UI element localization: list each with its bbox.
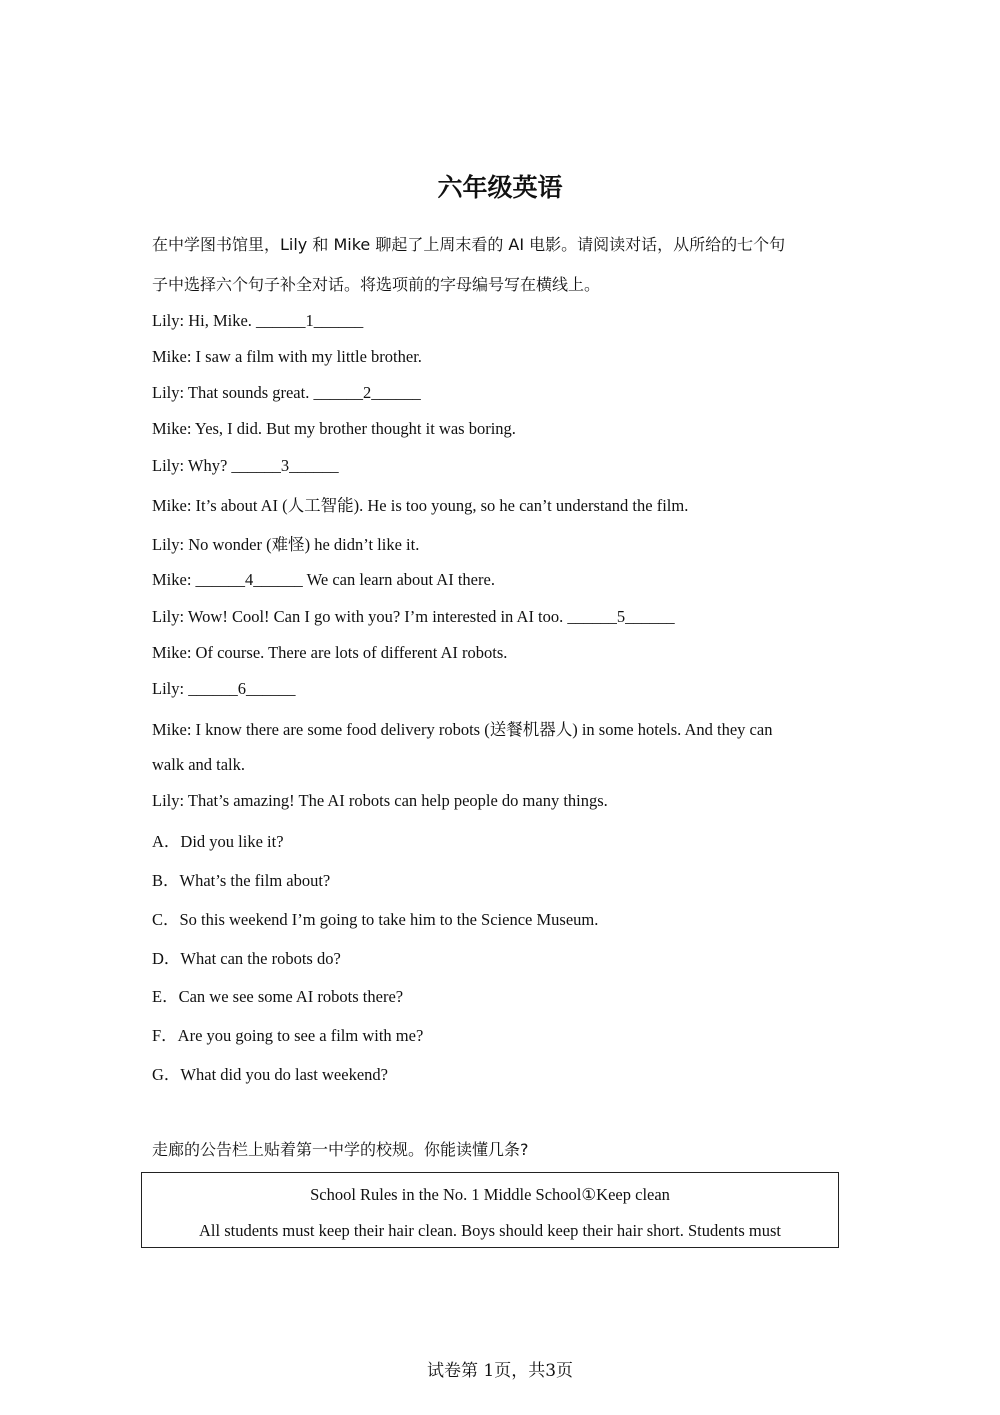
- dialogue-line: Mike: ______4______ We can learn about AI there.: [152, 570, 495, 589]
- dialogue-line: Mike: Yes, I did. But my brother thought it was boring.: [152, 419, 516, 438]
- option-c: C．So this weekend I’m going to take him to the Science Museum.: [152, 910, 599, 929]
- dialogue-line: Mike: It’s about AI (人工智能). He is too young, so he can’t understand the film.: [152, 496, 689, 515]
- dialogue-line: walk and talk.: [152, 755, 246, 774]
- dialogue-line: Mike: I know there are some food delivery robots (送餐机器人) in some hotels. And they can: [152, 720, 773, 739]
- dialogue-line: Lily: Wow! Cool! Can I go with you? I’m interested in AI too. ______5______: [152, 607, 675, 626]
- instruction-line-2: 子中选择六个句子补全对话。将选项前的字母编号写在横线上。: [152, 275, 601, 294]
- dialogue-line: Mike: I saw a film with my little brother.: [152, 347, 422, 366]
- option-a: A．Did you like it?: [152, 832, 284, 851]
- option-e: E．Can we see some AI robots there?: [152, 987, 404, 1006]
- dialogue-line: Lily: That’s amazing! The AI robots can help people do many things.: [152, 791, 608, 810]
- dialogue-line: Lily: Hi, Mike. ______1______: [152, 311, 364, 330]
- dialogue-line: Lily: No wonder (难怪) he didn’t like it.: [152, 535, 420, 554]
- option-b: B．What’s the film about?: [152, 871, 331, 890]
- school-rules-text: All students must keep their hair clean. Boys should keep their hair short. Students must: [199, 1221, 781, 1240]
- school-rules-box: [141, 1172, 839, 1248]
- dialogue-line: Lily: Why? ______3______: [152, 456, 339, 475]
- school-rules-title: School Rules in the No. 1 Middle School①Keep clean: [310, 1185, 670, 1204]
- option-d: D．What can the robots do?: [152, 949, 341, 968]
- dialogue-line: Lily: ______6______: [152, 679, 296, 698]
- page-title: 六年级英语: [437, 173, 563, 202]
- section2-intro: 走廊的公告栏上贴着第一中学的校规。你能读懂几条?: [152, 1140, 529, 1159]
- option-f: F．Are you going to see a film with me?: [152, 1026, 424, 1045]
- page-footer: 试卷第 1页，共3页: [426, 1361, 574, 1381]
- dialogue-line: Lily: That sounds great. ______2______: [152, 383, 421, 402]
- instruction-line-1: 在中学图书馆里，Lily 和 Mike 聊起了上周末看的 AI 电影。请阅读对话，从所给的七个句: [152, 235, 786, 254]
- dialogue-line: Mike: Of course. There are lots of different AI robots.: [152, 643, 508, 662]
- option-g: G．What did you do last weekend?: [152, 1065, 388, 1084]
